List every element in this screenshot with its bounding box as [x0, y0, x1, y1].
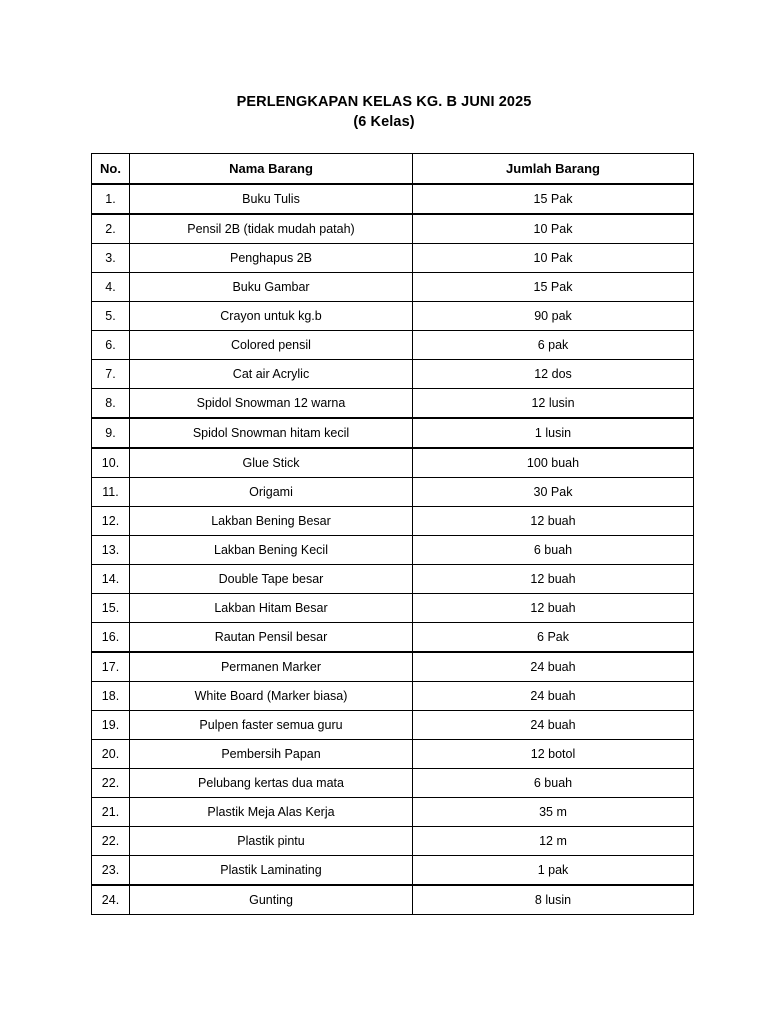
cell-name: Colored pensil — [130, 331, 413, 360]
table-row — [92, 478, 694, 507]
document-subtitle: (6 Kelas) — [353, 114, 415, 130]
cell-qty: 6 buah — [413, 536, 694, 565]
table-row — [92, 214, 694, 244]
table-row — [92, 565, 694, 594]
cell-qty: 90 pak — [413, 302, 694, 331]
cell-no: 10. — [92, 448, 130, 478]
cell-name: Plastik pintu — [130, 827, 413, 856]
table-row — [92, 448, 694, 478]
cell-name: Rautan Pensil besar — [130, 623, 413, 653]
cell-qty: 12 dos — [413, 360, 694, 389]
cell-name: Lakban Hitam Besar — [130, 594, 413, 623]
cell-name: Buku Tulis — [130, 184, 413, 214]
cell-name: Spidol Snowman hitam kecil — [130, 418, 413, 448]
cell-no: 9. — [92, 418, 130, 448]
cell-qty: 100 buah — [413, 448, 694, 478]
cell-qty: 6 buah — [413, 769, 694, 798]
table-row — [92, 623, 694, 653]
cell-name: Lakban Bening Besar — [130, 507, 413, 536]
cell-qty: 35 m — [413, 798, 694, 827]
table-row — [92, 856, 694, 886]
table-header-row — [92, 154, 694, 185]
cell-name: Double Tape besar — [130, 565, 413, 594]
cell-qty: 24 buah — [413, 682, 694, 711]
cell-name: Cat air Acrylic — [130, 360, 413, 389]
cell-name: Gunting — [130, 885, 413, 915]
cell-no: 1. — [92, 184, 130, 214]
cell-name: Spidol Snowman 12 warna — [130, 389, 413, 419]
cell-no: 13. — [92, 536, 130, 565]
cell-no: 23. — [92, 856, 130, 886]
table-row — [92, 302, 694, 331]
table-row — [92, 273, 694, 302]
table-row — [92, 331, 694, 360]
cell-no: 4. — [92, 273, 130, 302]
header-qty: Jumlah Barang — [413, 154, 694, 185]
cell-name: Plastik Meja Alas Kerja — [130, 798, 413, 827]
cell-qty: 12 lusin — [413, 389, 694, 419]
title-block — [0, 92, 768, 132]
header-no: No. — [92, 154, 130, 185]
cell-name: Penghapus 2B — [130, 244, 413, 273]
cell-name: Permanen Marker — [130, 652, 413, 682]
document-title: PERLENGKAPAN KELAS KG. B JUNI 2025 — [236, 94, 532, 110]
table-row — [92, 536, 694, 565]
cell-name: Pulpen faster semua guru — [130, 711, 413, 740]
table-row — [92, 885, 694, 915]
cell-name: Pelubang kertas dua mata — [130, 769, 413, 798]
cell-name: Plastik Laminating — [130, 856, 413, 886]
cell-qty: 10 Pak — [413, 214, 694, 244]
table-row — [92, 244, 694, 273]
cell-no: 24. — [92, 885, 130, 915]
cell-no: 22. — [92, 769, 130, 798]
cell-no: 11. — [92, 478, 130, 507]
cell-name: Pensil 2B (tidak mudah patah) — [130, 214, 413, 244]
table-row — [92, 711, 694, 740]
cell-no: 8. — [92, 389, 130, 419]
cell-name: Glue Stick — [130, 448, 413, 478]
table-row — [92, 682, 694, 711]
cell-qty: 12 buah — [413, 565, 694, 594]
cell-qty: 15 Pak — [413, 273, 694, 302]
table-row — [92, 594, 694, 623]
cell-qty: 15 Pak — [413, 184, 694, 214]
cell-qty: 12 buah — [413, 594, 694, 623]
cell-qty: 8 lusin — [413, 885, 694, 915]
table-row — [92, 740, 694, 769]
cell-qty: 24 buah — [413, 652, 694, 682]
cell-name: Pembersih Papan — [130, 740, 413, 769]
cell-qty: 6 Pak — [413, 623, 694, 653]
table-row — [92, 769, 694, 798]
cell-no: 14. — [92, 565, 130, 594]
supplies-table — [91, 153, 694, 915]
cell-qty: 24 buah — [413, 711, 694, 740]
cell-no: 20. — [92, 740, 130, 769]
cell-qty: 12 botol — [413, 740, 694, 769]
cell-no: 21. — [92, 798, 130, 827]
cell-qty: 1 lusin — [413, 418, 694, 448]
table-row — [92, 798, 694, 827]
cell-name: Lakban Bening Kecil — [130, 536, 413, 565]
cell-no: 12. — [92, 507, 130, 536]
cell-name: Buku Gambar — [130, 273, 413, 302]
cell-qty: 12 m — [413, 827, 694, 856]
cell-qty: 1 pak — [413, 856, 694, 886]
cell-no: 18. — [92, 682, 130, 711]
cell-no: 6. — [92, 331, 130, 360]
table-row — [92, 418, 694, 448]
cell-name: Crayon untuk kg.b — [130, 302, 413, 331]
cell-no: 3. — [92, 244, 130, 273]
cell-no: 15. — [92, 594, 130, 623]
table-row — [92, 507, 694, 536]
header-name: Nama Barang — [130, 154, 413, 185]
cell-name: White Board (Marker biasa) — [130, 682, 413, 711]
cell-name: Origami — [130, 478, 413, 507]
cell-no: 5. — [92, 302, 130, 331]
table-row — [92, 360, 694, 389]
cell-no: 22. — [92, 827, 130, 856]
cell-no: 16. — [92, 623, 130, 653]
cell-no: 7. — [92, 360, 130, 389]
cell-qty: 12 buah — [413, 507, 694, 536]
cell-no: 17. — [92, 652, 130, 682]
table-row — [92, 389, 694, 419]
cell-no: 2. — [92, 214, 130, 244]
cell-qty: 6 pak — [413, 331, 694, 360]
table-row — [92, 827, 694, 856]
cell-qty: 30 Pak — [413, 478, 694, 507]
table-row — [92, 652, 694, 682]
cell-qty: 10 Pak — [413, 244, 694, 273]
table-row — [92, 184, 694, 214]
cell-no: 19. — [92, 711, 130, 740]
